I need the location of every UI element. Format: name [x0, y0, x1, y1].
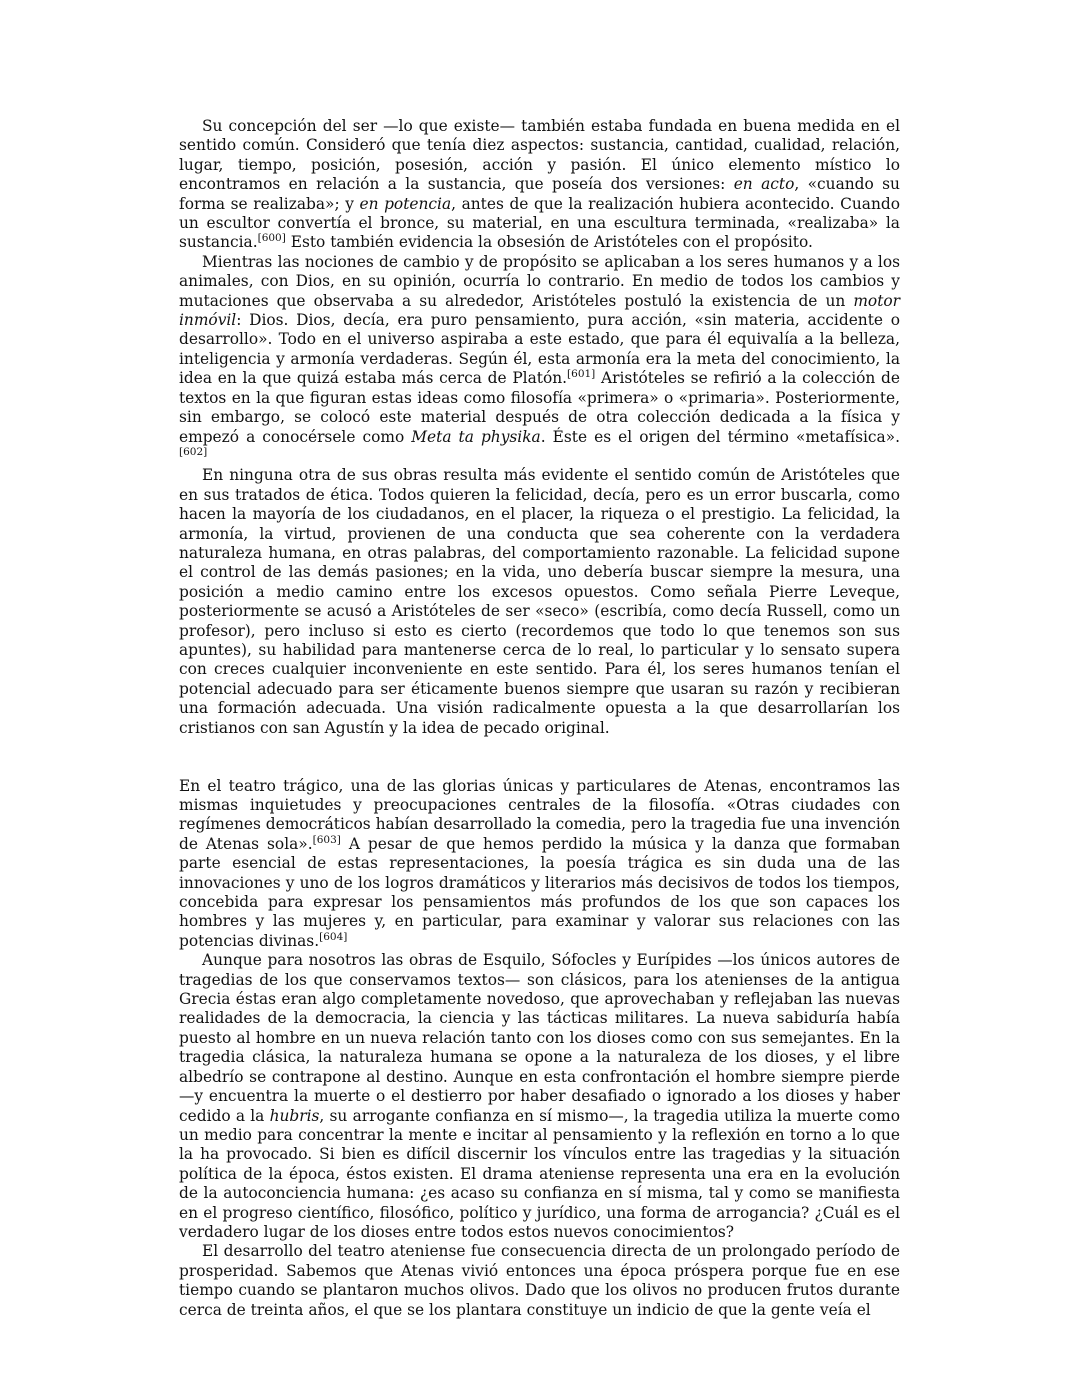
section-break [179, 738, 900, 777]
paragraph [179, 777, 900, 952]
paragraph [179, 253, 900, 466]
italic-term: en acto [733, 175, 795, 194]
text-run: : Dios. Dios, decía, era puro pensamiento, pura acción, «sin materia, accidente o desarrollo». Todo en el universo aspiraba a este estado, que para él equivalía a la belleza, inteligencia y armonía verdaderas. Según él, esta armonía era la meta del conocimiento, la idea en la que quizá estaba más cerca de Platón. [179, 311, 900, 388]
text-run: En el teatro trágico, una de las glorias únicas y particulares de Atenas, encontramos las mismas inquietudes y preocupaciones centrales de la filosofía. «Otras ciudades con regímenes democráticos habían desarrollado la comedia, pero la tragedia fue una invención de Atenas sola». [179, 776, 900, 853]
text-run: Aunque para nosotros las obras de Esquilo, Sófocles y Eurípides —los únicos autores de tragedias de los que conservamos textos— son clásicos, para los atenienses de la antigua Grecia éstas eran algo completamente novedoso, que aprovechaban y reflejaban las nuevas realidades de la democracia, la ciencia y las tácticas militares. La nueva sabiduría había puesto al hombre en un nueva relación tanto con los dioses como con sus semejantes. En la tragedia clásica, la naturaleza humana se opone a la naturaleza de los dioses, y el libre albedrío se contrapone al destino. Aunque en esta confrontación el hombre siempre pierde —y encuentra la muerte o el destierro por haber desafiado o ignorado a los dioses y haber cedido a la [179, 951, 900, 1125]
italic-term: Meta ta physika [411, 427, 541, 446]
text-run: Su concepción del ser —lo que existe— también estaba fundada en buena medida en el sentido común. Consideró que tenía diez aspectos: sustancia, cantidad, cualidad, relación, lugar, tiempo, posición, posesión, acción y pasión. El único elemento místico lo encontramos en relación a la sustancia, que poseía dos versiones: [179, 117, 900, 194]
text-run: , antes de que la realización hubiera acontecido. Cuando un escultor convertía el bronce, su material, en una escultura terminada, «realizaba» la sustancia. [179, 194, 900, 252]
footnote-ref[interactable]: [604] [319, 931, 348, 944]
text-run: Aristóteles se refirió a la colección de textos en la que figuran estas ideas como filosofía «primera» o «primaria». Posteriormente, sin embargo, se colocó este material después de otra colección dedicada a la física y empezó a conocérsele como [179, 369, 900, 446]
text-run: Esto también evidencia la obsesión de Aristóteles con el propósito. [285, 233, 813, 252]
paragraph [179, 951, 900, 1242]
book-page [179, 117, 900, 1320]
paragraph [179, 1242, 900, 1320]
text-run: , «cuando su forma se realizaba»; y [179, 175, 900, 213]
footnote-ref[interactable]: [601] [567, 368, 596, 381]
italic-term: hubris [269, 1106, 320, 1125]
italic-term: en potencia [359, 194, 452, 213]
text-run: A pesar de que hemos perdido la música y la danza que formaban parte esencial de estas representaciones, la poesía trágica es sin duda una de las innovaciones y uno de los logros dramáticos y literarios más decisivos de todos los tiempos, concebida para expresar los pensamientos más profundos de los que son capaces los hombres y las mujeres y, en particular, para examinar y valorar sus relaciones con las potencias divinas. [179, 834, 900, 950]
footnote-ref[interactable]: [603] [312, 834, 341, 847]
italic-term: motor inmóvil [179, 291, 900, 330]
text-run: El desarrollo del teatro ateniense fue consecuencia directa de un prolongado período de prosperidad. Sabemos que Atenas vivió entonces una época próspera porque fue en ese tiempo cuando se plantaron muchos olivos. Dado que los olivos no producen frutos durante cerca de treinta años, el que se los plantara constituye un indicio de que la gente veía el [179, 1242, 900, 1319]
text-run: . Éste es el origen del término «metafísica». [540, 427, 900, 446]
text-run: Mientras las nociones de cambio y de propósito se aplicaban a los seres humanos y a los animales, con Dios, en su opinión, ocurría lo contrario. En medio de todos los cambios y mutaciones que observaba a su alrededor, Aristóteles postuló la existencia de un [179, 252, 900, 310]
footnote-ref[interactable]: [600] [257, 232, 286, 245]
paragraph [179, 466, 900, 738]
text-run: , su arrogante confianza en sí mismo—, la tragedia utiliza la muerte como un medio para concentrar la mente e incitar al pensamiento y la reflexión en torno a lo que la ha provocado. Si bien es difícil discernir los vínculos entre las tragedias y la situación política de la época, éstos existen. El drama ateniense representa una era en la evolución de la autoconciencia humana: ¿es acaso su confianza en sí misma, tal y como se manifiesta en el progreso científico, filosófico, político y jurídico, una forma de arrogancia? ¿Cuál es el verdadero lugar de los dioses entre todos estos nuevos conocimientos? [179, 1106, 900, 1241]
footnote-ref[interactable]: [602] [179, 446, 208, 459]
paragraph [179, 117, 900, 253]
text-run: En ninguna otra de sus obras resulta más evidente el sentido común de Aristóteles que en sus tratados de ética. Todos quieren la felicidad, decía, pero es un error buscarla, como hacen la mayoría de los ciudadanos, en el placer, la riqueza o el prestigio. La felicidad, la armonía, la virtud, provienen de una conducta que sea coherente con la verdadera naturaleza humana, en otras palabras, del comportamiento razonable. La felicidad supone el control de las demás pasiones; en la vida, uno debería buscar siempre la mesura, una posición a medio camino entre los excesos opuestos. Como señala Pierre Leveque, posteriormente se acusó a Aristóteles de ser «seco» (escribía, como decía Russell, como un profesor), pero incluso si esto es cierto (recordemos que todo lo que tenemos son sus apuntes), su habilidad para mantenerse cerca de lo real, lo particular y lo sensato supera con creces cualquier inconveniente en este sentido. Para él, los seres humanos tenían el potencial adecuado para ser éticamente buenos siempre que usaran su razón y recibieran una formación adecuada. Una visión radicalmente opuesta a la que desarrollarían los cristianos con san Agustín y la idea de pecado original. [179, 466, 900, 737]
